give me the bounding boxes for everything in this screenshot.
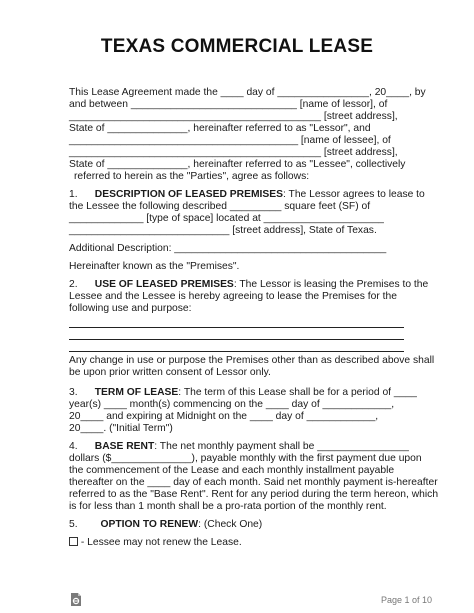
renew-option-label: - Lessee may not renew the Lease. xyxy=(80,537,242,548)
section-5-heading: OPTION TO RENEW xyxy=(100,519,199,530)
intro-line-2: and between _____________________________ [name of lessor], of xyxy=(69,99,388,110)
intro-line-4: State of ______________, hereinafter referred to as "Lessor", and xyxy=(69,123,371,134)
document-logo-icon xyxy=(70,593,82,606)
intro-line-3: ____________________________________________ [street address], xyxy=(69,111,398,122)
section-3-heading: TERM OF LEASE xyxy=(94,387,179,398)
section-3-number: 3. xyxy=(69,387,78,398)
intro-line-8: referred to herein as the "Parties", agree as follows: xyxy=(74,171,310,182)
section-4-line-2: dollars ($______________), payable monthly with the first payment due upon xyxy=(69,453,422,464)
use-purpose-blank-2 xyxy=(69,339,404,340)
use-purpose-blank-3 xyxy=(69,351,404,352)
use-purpose-blank-1 xyxy=(69,327,404,328)
page-number: Page 1 of 10 xyxy=(380,595,432,605)
section-1-line-1-rest: : The Lessor agrees to lease to xyxy=(283,189,425,200)
renew-option-row xyxy=(69,537,242,549)
section-1-number: 1. xyxy=(69,189,78,200)
section-4-line-1 xyxy=(69,441,409,453)
document-title: TEXAS COMMERCIAL LEASE xyxy=(100,36,374,57)
section-2-line-1-rest: : The Lessor is leasing the Premises to the xyxy=(233,279,429,290)
section-4-line-6: is for less than 1 month shall be a pro-rata portion of the monthly rent. xyxy=(69,501,387,512)
section-2-number: 2. xyxy=(69,279,78,290)
section-3-line-2: year(s) ____ month(s) commencing on the ____ day of ____________, xyxy=(69,399,395,410)
section-1-line-1 xyxy=(69,189,425,201)
section-3-line-3: 20____ and expiring at Midnight on the ____ day of ____________, xyxy=(69,411,379,422)
section-2-heading: USE OF LEASED PREMISES xyxy=(94,279,234,290)
section-4-line-3: the commencement of the Lease and each monthly installment payable xyxy=(69,465,395,476)
section-4-line-4: thereafter on the ____ day of each month. Said net monthly payment is-hereafter xyxy=(69,477,438,488)
section-5-rest: : (Check One) xyxy=(198,519,263,530)
intro-line-6: ____________________________________________ [street address], xyxy=(69,147,398,158)
section-5-number: 5. xyxy=(69,519,78,530)
section-3-line-4: 20____. ("Initial Term") xyxy=(69,423,173,434)
change-line-2: be upon prior written consent of Lessor only. xyxy=(69,367,271,378)
hereinafter-text: Hereinafter known as the "Premises". xyxy=(69,261,240,272)
section-2-line-3: following use and purpose: xyxy=(69,303,192,314)
intro-line-1: This Lease Agreement made the ____ day of ________________, 20____, by xyxy=(69,87,426,98)
section-4-line-1-rest: : The net monthly payment shall be ________________ xyxy=(154,441,409,452)
section-5-line-1 xyxy=(69,519,262,531)
intro-line-5: ________________________________________ [name of lessee], of xyxy=(69,135,391,146)
additional-description: Additional Description: _____________________________________ xyxy=(69,243,387,254)
section-2-line-2: Lessee and the Lessee is hereby agreeing to lease the Premises for the xyxy=(69,291,397,302)
section-4-line-5: referred to as the "Base Rent". Rent for any period during the term hereon, which xyxy=(69,489,439,500)
section-1-line-3: _____________ [type of space] located at _____________________ xyxy=(69,213,384,224)
section-4-heading: BASE RENT xyxy=(94,441,155,452)
change-line-1: Any change in use or purpose the Premises other than as described above shall xyxy=(69,355,435,366)
section-3-line-1 xyxy=(69,387,417,399)
section-1-line-2: the Lessee the following described _________ square feet (SF) of xyxy=(69,201,371,212)
section-2-line-1 xyxy=(69,279,428,291)
section-1-line-4: ____________________________ [street address], State of Texas. xyxy=(69,225,377,236)
section-1-heading: DESCRIPTION OF LEASED PREMISES xyxy=(94,189,283,200)
checkbox-icon[interactable] xyxy=(69,537,78,546)
section-3-line-1-rest: : The term of this Lease shall be for a period of ____ xyxy=(178,387,417,398)
intro-line-7: State of ______________, hereinafter referred to as "Lessee", collectively xyxy=(69,159,406,170)
section-4-number: 4. xyxy=(69,441,78,452)
